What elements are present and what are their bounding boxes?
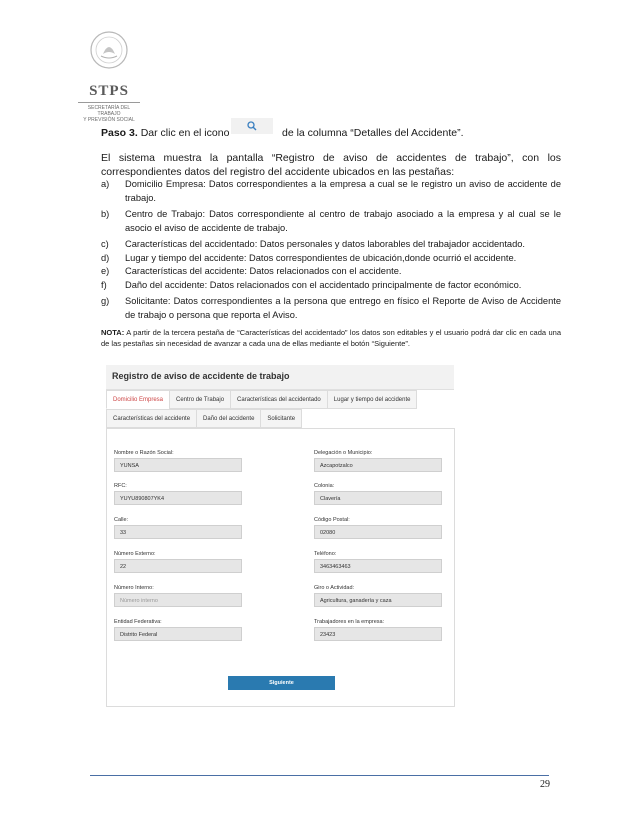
form-screenshot bbox=[106, 365, 454, 705]
giro-actividad-field[interactable]: Agricultura, ganadería y caza bbox=[314, 593, 442, 607]
numero-externo-field[interactable]: 22 bbox=[114, 559, 242, 573]
stps-logo bbox=[78, 30, 140, 123]
step-label: Paso 3. bbox=[101, 127, 138, 139]
field-label: Entidad Federativa: bbox=[114, 619, 162, 625]
logo-subtitle-1: SECRETARÍA DEL TRABAJO bbox=[87, 105, 131, 117]
field-label: RFC: bbox=[114, 483, 127, 489]
list-item: a) Domicilio Empresa: Datos correspondientes a la empresa a cual se le registro un aviso de accidente de trabajo. bbox=[101, 179, 561, 203]
calle-field[interactable]: 33 bbox=[114, 525, 242, 539]
note bbox=[101, 327, 561, 349]
national-seal-icon bbox=[89, 30, 129, 70]
logo-divider bbox=[78, 102, 140, 103]
list-item: c) Características del accidentado: Datos personales y datos laborables del trabajador accidentado. bbox=[101, 239, 526, 249]
note-label: NOTA: bbox=[101, 328, 125, 337]
search-icon bbox=[247, 121, 257, 131]
entidad-federativa-field[interactable]: Distrito Federal bbox=[114, 627, 242, 641]
tab-caracteristicas-accidentado[interactable]: Características del accidentado bbox=[230, 390, 328, 409]
tab-centro-de-trabajo[interactable]: Centro de Trabajo bbox=[169, 390, 231, 409]
page-number: 29 bbox=[540, 779, 550, 790]
tab-lugar-tiempo[interactable]: Lugar y tiempo del accidente bbox=[327, 390, 418, 409]
delegacion-field[interactable]: Azcapotzalco bbox=[314, 458, 442, 472]
tab-caracteristicas-accidente[interactable]: Características del accidente bbox=[106, 409, 197, 428]
codigo-postal-field[interactable]: 02080 bbox=[314, 525, 442, 539]
tab-row-1 bbox=[106, 390, 416, 409]
form-panel bbox=[106, 428, 455, 707]
description-paragraph: El sistema muestra la pantalla “Registro de aviso de accidentes de trabajo”, con los correspondientes datos del registro del accidente ubicados en las pestañas: bbox=[101, 152, 561, 178]
list-item: f) Daño del accidente: Datos relacionados con el accidentado principalmente de factor económico. bbox=[101, 279, 522, 290]
field-label: Colonia: bbox=[314, 483, 335, 489]
details-icon-button[interactable] bbox=[231, 118, 273, 134]
logo-title: STPS bbox=[89, 83, 129, 99]
razon-social-field[interactable]: YUNSA bbox=[114, 458, 242, 472]
field-label: Código Postal: bbox=[314, 517, 350, 523]
field-label: Calle: bbox=[114, 517, 129, 523]
list-item: e) Características del accidente: Datos relacionados con el accidente. bbox=[101, 266, 402, 276]
tab-dano-accidente[interactable]: Daño del accidente bbox=[196, 409, 261, 428]
siguiente-button[interactable]: Siguiente bbox=[228, 676, 335, 690]
field-label: Nombre o Razón Social: bbox=[114, 450, 174, 456]
tab-domicilio-empresa[interactable]: Domicilio Empresa bbox=[106, 390, 170, 409]
rfc-field[interactable]: YUYU890807YK4 bbox=[114, 491, 242, 505]
trabajadores-field[interactable]: 23423 bbox=[314, 627, 442, 641]
note-text: A partir de la tercera pestaña de “Características del accidentado” los datos son editables y el usuario podrá dar clic en cada una de las pestañas sin necesidad de avanzar a cada una de ellas mediante el botón “Siguiente”. bbox=[101, 328, 561, 348]
logo-subtitle-2: Y PREVISIÓN SOCIAL bbox=[83, 117, 135, 123]
tab-row-2 bbox=[106, 409, 301, 428]
list-item: g) Solicitante: Datos correspondientes a la persona que entrego en físico el Reporte de Aviso de Accidente de trabajo o persona que reporta el Aviso. bbox=[101, 296, 561, 320]
field-label: Trabajadores en la empresa: bbox=[314, 619, 385, 625]
tab-solicitante[interactable]: Solicitante bbox=[260, 409, 302, 428]
form-header bbox=[106, 365, 454, 390]
field-label: Número Externo: bbox=[114, 551, 156, 557]
telefono-field[interactable]: 3463463463 bbox=[314, 559, 442, 573]
step-instruction bbox=[101, 127, 229, 139]
footer-rule bbox=[90, 775, 549, 776]
numero-interno-field[interactable]: Número interno bbox=[114, 593, 242, 607]
step-text-after: de la columna “Detalles del Accidente”. bbox=[282, 127, 464, 139]
list-item: d) Lugar y tiempo del accidente: Datos correspondientes de ubicación,donde ocurrió el accidente. bbox=[101, 252, 517, 263]
field-label: Número Interno: bbox=[114, 585, 154, 591]
list-item: b) Centro de Trabajo: Datos correspondiente al centro de trabajo asociado a la empresa y al cual se le asocio el aviso de accidente de trabajo. bbox=[101, 209, 561, 233]
form-title: Registro de aviso de accidente de trabajo bbox=[112, 371, 290, 381]
field-label: Delegación o Municipio: bbox=[314, 450, 373, 456]
field-label: Giro o Actividad: bbox=[314, 585, 355, 591]
tabs-description-list bbox=[101, 178, 561, 322]
field-label: Teléfono: bbox=[314, 551, 337, 557]
colonia-field[interactable]: Clavería bbox=[314, 491, 442, 505]
step-text-before: Dar clic en el icono bbox=[137, 127, 230, 139]
